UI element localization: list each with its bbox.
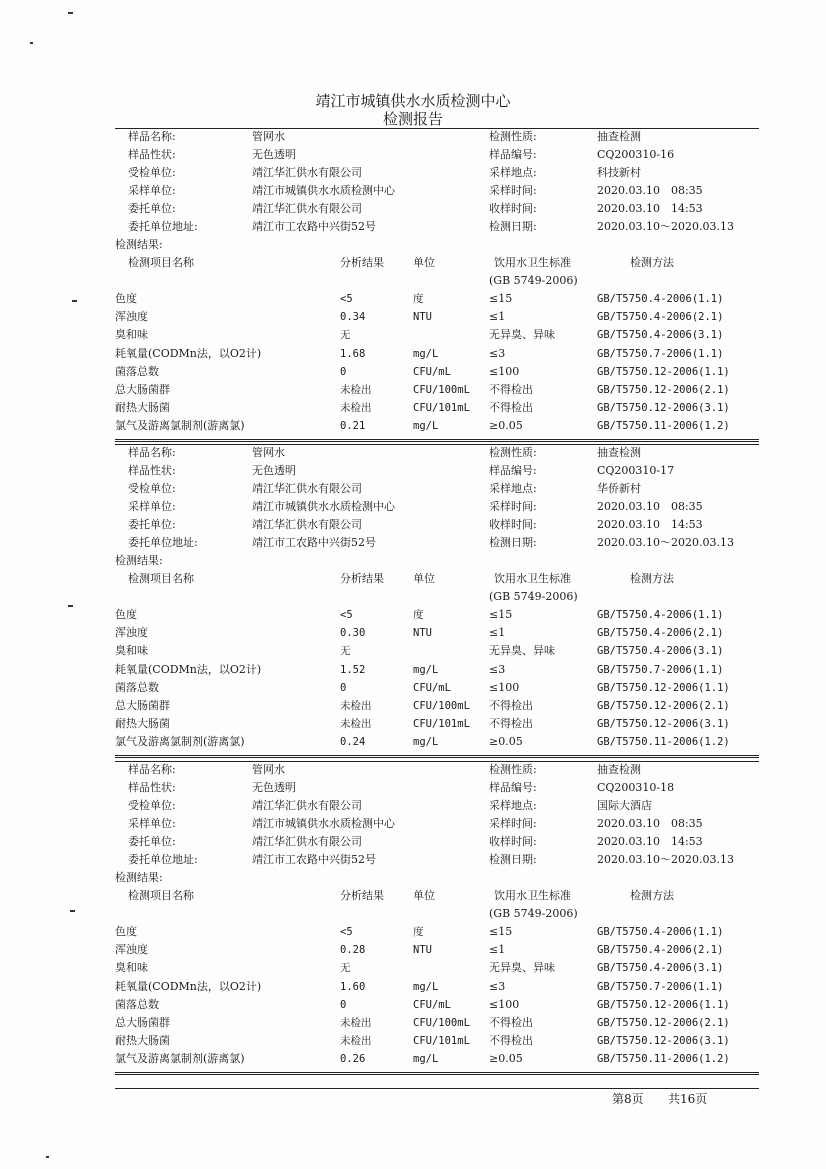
row-method: GB/T5750.4-2006(3.1) (597, 329, 724, 342)
label-receiving-time: 收样时间: (489, 518, 537, 531)
row-item: 色度 (115, 925, 137, 938)
row-method: GB/T5750.12-2006(1.1) (597, 998, 730, 1011)
value-test-date: 2020.03.10～2020.03.13 (597, 853, 734, 866)
value-sampling-time: 2020.03.10 08:35 (597, 817, 703, 830)
value-sampling-unit: 靖江市城镇供水水质检测中心 (252, 817, 395, 830)
row-item: 臭和味 (115, 644, 148, 658)
value-sample-name: 管网水 (252, 446, 285, 459)
label-sample-state: 样品性状: (128, 781, 176, 794)
row-unit: mg/L (413, 1053, 439, 1066)
row-unit: 度 (413, 609, 424, 621)
label-sampling-time: 采样时间: (489, 500, 537, 513)
row-unit: 度 (413, 293, 424, 305)
section-top-rule (115, 444, 759, 445)
row-unit: CFU/101mL (413, 1035, 470, 1048)
label-sample-state: 样品性状: (128, 464, 176, 477)
row-item: 耗氧量(CODMn法，以O2计) (115, 346, 262, 360)
value-sample-no: CQ200310-16 (597, 148, 675, 161)
label-test-nature: 检测性质: (489, 130, 537, 143)
row-result: 未检出 (340, 1017, 372, 1029)
label-inspected-unit: 受检单位: (128, 482, 176, 495)
row-result: 0.34 (340, 311, 366, 324)
row-unit: mg/L (413, 420, 439, 433)
col-header-unit: 单位 (413, 256, 435, 269)
value-sample-name: 管网水 (252, 763, 285, 776)
row-standard: 不得检出 (489, 401, 533, 415)
row-standard: ≥0.05 (489, 419, 523, 433)
value-test-nature: 抽查检测 (597, 763, 641, 776)
row-method: GB/T5750.4-2006(3.1) (597, 645, 724, 658)
results-label: 检测结果: (115, 238, 163, 251)
col-header-result: 分析结果 (340, 256, 384, 269)
value-sampling-site: 科技新村 (597, 166, 641, 179)
row-method: GB/T5750.12-2006(2.1) (597, 700, 730, 712)
row-item: 浑浊度 (115, 943, 148, 957)
row-standard: ≤3 (489, 979, 506, 993)
row-unit: CFU/101mL (413, 718, 470, 731)
label-sampling-time: 采样时间: (489, 184, 537, 197)
col-header-unit: 单位 (413, 572, 435, 585)
row-standard: ≤15 (489, 292, 513, 305)
label-inspected-unit: 受检单位: (128, 166, 176, 179)
row-method: GB/T5750.4-2006(2.1) (597, 311, 724, 324)
row-method: GB/T5750.12-2006(1.1) (597, 365, 730, 378)
row-result: 1.68 (340, 347, 366, 360)
label-sample-name: 样品名称: (128, 130, 176, 143)
page-number: 第8页 (612, 1092, 644, 1106)
row-item: 总大肠菌群 (115, 1016, 170, 1029)
row-item: 浑浊度 (115, 310, 148, 324)
row-unit: CFU/mL (413, 365, 451, 378)
row-item: 菌落总数 (115, 997, 159, 1011)
scan-speck (68, 12, 73, 14)
section-top-rule (115, 128, 759, 129)
row-result: 0 (340, 998, 347, 1011)
value-sample-no: CQ200310-17 (597, 464, 675, 477)
section-top-rule (115, 761, 759, 762)
row-result: 0.21 (340, 420, 366, 433)
row-method: GB/T5750.11-2006(1.2) (597, 736, 730, 749)
row-standard: ≤3 (489, 662, 506, 676)
row-item: 臭和味 (115, 961, 148, 975)
row-item: 菌落总数 (115, 364, 159, 378)
row-method: GB/T5750.12-2006(1.1) (597, 681, 730, 694)
label-sampling-unit: 采样单位: (128, 184, 176, 197)
value-sampling-time: 2020.03.10 08:35 (597, 500, 703, 513)
label-entrusting-unit: 委托单位: (128, 518, 176, 531)
row-method: GB/T5750.7-2006(1.1) (597, 663, 724, 676)
col-header-method: 检测方法 (630, 889, 674, 902)
row-item: 总大肠菌群 (115, 699, 170, 712)
label-sampling-unit: 采样单位: (128, 500, 176, 513)
row-result: 0.24 (340, 736, 366, 749)
row-method: GB/T5750.7-2006(1.1) (597, 347, 724, 360)
value-test-nature: 抽查检测 (597, 446, 641, 459)
label-inspected-unit: 受检单位: (128, 799, 176, 812)
row-unit: CFU/100mL (413, 700, 470, 712)
row-unit: NTU (413, 627, 432, 640)
col-header-standard-code: (GB 5749-2006) (489, 907, 578, 920)
row-item: 菌落总数 (115, 680, 159, 694)
value-test-date: 2020.03.10～2020.03.13 (597, 220, 734, 233)
value-entrusting-unit: 靖江华汇供水有限公司 (252, 202, 362, 215)
value-entrusting-unit: 靖江华汇供水有限公司 (252, 835, 362, 848)
label-test-date: 检测日期: (489, 853, 537, 866)
value-entrusting-address: 靖江市工农路中兴街52号 (252, 853, 376, 866)
label-sampling-unit: 采样单位: (128, 817, 176, 830)
row-result: <5 (340, 293, 353, 305)
col-header-result: 分析结果 (340, 572, 384, 585)
value-sampling-site: 华侨新村 (597, 482, 641, 495)
row-standard: ≤1 (489, 943, 506, 957)
label-sample-name: 样品名称: (128, 763, 176, 776)
row-result: 无 (340, 962, 351, 975)
label-test-date: 检测日期: (489, 220, 537, 233)
row-item: 氯气及游离氯制剂(游离氯) (115, 1052, 245, 1066)
section-bottom-rule (115, 1072, 759, 1075)
value-entrusting-address: 靖江市工农路中兴街52号 (252, 536, 376, 549)
page-total: 共16页 (668, 1092, 708, 1106)
row-standard: ≤100 (489, 364, 520, 378)
row-result: 0.30 (340, 627, 366, 640)
results-label: 检测结果: (115, 554, 163, 567)
value-sample-state: 无色透明 (252, 148, 296, 161)
label-entrusting-address: 委托单位地址: (128, 536, 198, 549)
row-standard: 无异臭、异味 (489, 328, 555, 342)
row-standard: ≤3 (489, 346, 506, 360)
row-result: 未检出 (340, 402, 372, 415)
value-sample-no: CQ200310-18 (597, 781, 675, 794)
report-title: 靖江市城镇供水水质检测中心 (315, 92, 511, 110)
label-entrusting-address: 委托单位地址: (128, 220, 198, 233)
col-header-standard: 饮用水卫生标准 (494, 256, 571, 269)
row-method: GB/T5750.11-2006(1.2) (597, 420, 730, 433)
col-header-method: 检测方法 (630, 256, 674, 269)
row-result: 0.26 (340, 1053, 366, 1066)
row-method: GB/T5750.7-2006(1.1) (597, 980, 724, 993)
row-result: <5 (340, 926, 353, 938)
row-standard: 不得检出 (489, 1034, 533, 1048)
row-unit: CFU/100mL (413, 384, 470, 396)
label-sample-no: 样品编号: (489, 781, 537, 794)
row-unit: CFU/mL (413, 681, 451, 694)
value-sample-name: 管网水 (252, 130, 285, 143)
scan-speck (30, 42, 33, 44)
row-method: GB/T5750.12-2006(3.1) (597, 1035, 730, 1048)
row-result: <5 (340, 609, 353, 621)
row-result: 未检出 (340, 1035, 372, 1048)
value-sample-state: 无色透明 (252, 464, 296, 477)
label-sampling-site: 采样地点: (489, 166, 537, 179)
row-item: 耗氧量(CODMn法，以O2计) (115, 979, 262, 993)
row-unit: CFU/101mL (413, 402, 470, 415)
col-header-standard: 饮用水卫生标准 (494, 889, 571, 902)
row-standard: 不得检出 (489, 717, 533, 731)
row-unit: CFU/mL (413, 998, 451, 1011)
label-sampling-site: 采样地点: (489, 799, 537, 812)
label-receiving-time: 收样时间: (489, 202, 537, 215)
row-standard: 无异臭、异味 (489, 644, 555, 658)
section-bottom-rule (115, 755, 759, 758)
row-standard: 不得检出 (489, 383, 533, 396)
row-item: 臭和味 (115, 328, 148, 342)
value-entrusting-unit: 靖江华汇供水有限公司 (252, 518, 362, 531)
row-unit: 度 (413, 926, 424, 938)
row-standard: ≤100 (489, 997, 520, 1011)
row-item: 浑浊度 (115, 626, 148, 640)
row-unit: NTU (413, 944, 432, 957)
col-header-item: 检测项目名称 (128, 256, 194, 269)
results-label: 检测结果: (115, 871, 163, 884)
row-method: GB/T5750.11-2006(1.2) (597, 1053, 730, 1066)
row-standard: ≥0.05 (489, 735, 523, 749)
row-item: 耐热大肠菌 (115, 1034, 170, 1048)
scan-speck (68, 605, 73, 607)
row-standard: 不得检出 (489, 1016, 533, 1029)
row-item: 氯气及游离氯制剂(游离氯) (115, 419, 245, 433)
value-receiving-time: 2020.03.10 14:53 (597, 202, 703, 215)
row-method: GB/T5750.4-2006(1.1) (597, 293, 724, 305)
label-test-nature: 检测性质: (489, 446, 537, 459)
value-receiving-time: 2020.03.10 14:53 (597, 835, 703, 848)
value-sampling-time: 2020.03.10 08:35 (597, 184, 703, 197)
label-sample-name: 样品名称: (128, 446, 176, 459)
label-test-date: 检测日期: (489, 536, 537, 549)
row-unit: mg/L (413, 347, 439, 360)
row-method: GB/T5750.4-2006(2.1) (597, 627, 724, 640)
row-item: 总大肠菌群 (115, 383, 170, 396)
value-inspected-unit: 靖江华汇供水有限公司 (252, 166, 362, 179)
row-unit: NTU (413, 311, 432, 324)
value-inspected-unit: 靖江华汇供水有限公司 (252, 482, 362, 495)
row-method: GB/T5750.4-2006(1.1) (597, 609, 724, 621)
row-item: 色度 (115, 608, 137, 621)
row-method: GB/T5750.12-2006(2.1) (597, 384, 730, 396)
label-sample-no: 样品编号: (489, 464, 537, 477)
row-result: 0 (340, 681, 347, 694)
row-unit: mg/L (413, 663, 439, 676)
section-bottom-rule (115, 439, 759, 442)
value-receiving-time: 2020.03.10 14:53 (597, 518, 703, 531)
row-item: 耗氧量(CODMn法，以O2计) (115, 662, 262, 676)
col-header-result: 分析结果 (340, 889, 384, 902)
row-item: 色度 (115, 292, 137, 305)
value-entrusting-address: 靖江市工农路中兴街52号 (252, 220, 376, 233)
value-test-date: 2020.03.10～2020.03.13 (597, 536, 734, 549)
row-item: 耐热大肠菌 (115, 401, 170, 415)
col-header-method: 检测方法 (630, 572, 674, 585)
row-result: 无 (340, 329, 351, 342)
col-header-standard-code: (GB 5749-2006) (489, 274, 578, 287)
label-receiving-time: 收样时间: (489, 835, 537, 848)
row-unit: mg/L (413, 736, 439, 749)
label-test-nature: 检测性质: (489, 763, 537, 776)
col-header-item: 检测项目名称 (128, 572, 194, 585)
col-header-item: 检测项目名称 (128, 889, 194, 902)
row-method: GB/T5750.4-2006(2.1) (597, 944, 724, 957)
value-test-nature: 抽查检测 (597, 130, 641, 143)
row-result: 未检出 (340, 700, 372, 712)
row-standard: ≤1 (489, 626, 506, 640)
row-result: 无 (340, 645, 351, 658)
value-sampling-unit: 靖江市城镇供水水质检测中心 (252, 500, 395, 513)
label-sample-state: 样品性状: (128, 148, 176, 161)
row-result: 0 (340, 365, 347, 378)
row-result: 1.60 (340, 980, 366, 993)
row-result: 未检出 (340, 384, 372, 396)
row-result: 1.52 (340, 663, 366, 676)
label-sampling-time: 采样时间: (489, 817, 537, 830)
row-standard: ≤15 (489, 925, 513, 938)
row-method: GB/T5750.12-2006(3.1) (597, 718, 730, 731)
row-method: GB/T5750.4-2006(1.1) (597, 926, 724, 938)
label-entrusting-address: 委托单位地址: (128, 853, 198, 866)
row-unit: mg/L (413, 980, 439, 993)
col-header-standard-code: (GB 5749-2006) (489, 590, 578, 603)
value-sampling-site: 国际大酒店 (597, 799, 652, 812)
report-subtitle: 检测报告 (382, 110, 443, 128)
row-standard: ≤1 (489, 310, 506, 324)
row-result: 0.28 (340, 944, 366, 957)
row-result: 未检出 (340, 718, 372, 731)
row-standard: ≥0.05 (489, 1052, 523, 1066)
row-standard: 无异臭、异味 (489, 961, 555, 975)
footer-rule (115, 1088, 759, 1089)
col-header-unit: 单位 (413, 889, 435, 902)
col-header-standard: 饮用水卫生标准 (494, 572, 571, 585)
row-standard: 不得检出 (489, 699, 533, 712)
row-standard: ≤15 (489, 608, 513, 621)
value-sampling-unit: 靖江市城镇供水水质检测中心 (252, 184, 395, 197)
scan-speck (70, 910, 75, 912)
scan-speck (72, 300, 77, 302)
row-item: 耐热大肠菌 (115, 717, 170, 731)
row-unit: CFU/100mL (413, 1017, 470, 1029)
row-method: GB/T5750.12-2006(3.1) (597, 402, 730, 415)
label-sample-no: 样品编号: (489, 148, 537, 161)
scan-speck (46, 1156, 49, 1158)
label-entrusting-unit: 委托单位: (128, 835, 176, 848)
row-item: 氯气及游离氯制剂(游离氯) (115, 735, 245, 749)
label-entrusting-unit: 委托单位: (128, 202, 176, 215)
row-standard: ≤100 (489, 680, 520, 694)
label-sampling-site: 采样地点: (489, 482, 537, 495)
row-method: GB/T5750.12-2006(2.1) (597, 1017, 730, 1029)
row-method: GB/T5750.4-2006(3.1) (597, 962, 724, 975)
value-sample-state: 无色透明 (252, 781, 296, 794)
value-inspected-unit: 靖江华汇供水有限公司 (252, 799, 362, 812)
